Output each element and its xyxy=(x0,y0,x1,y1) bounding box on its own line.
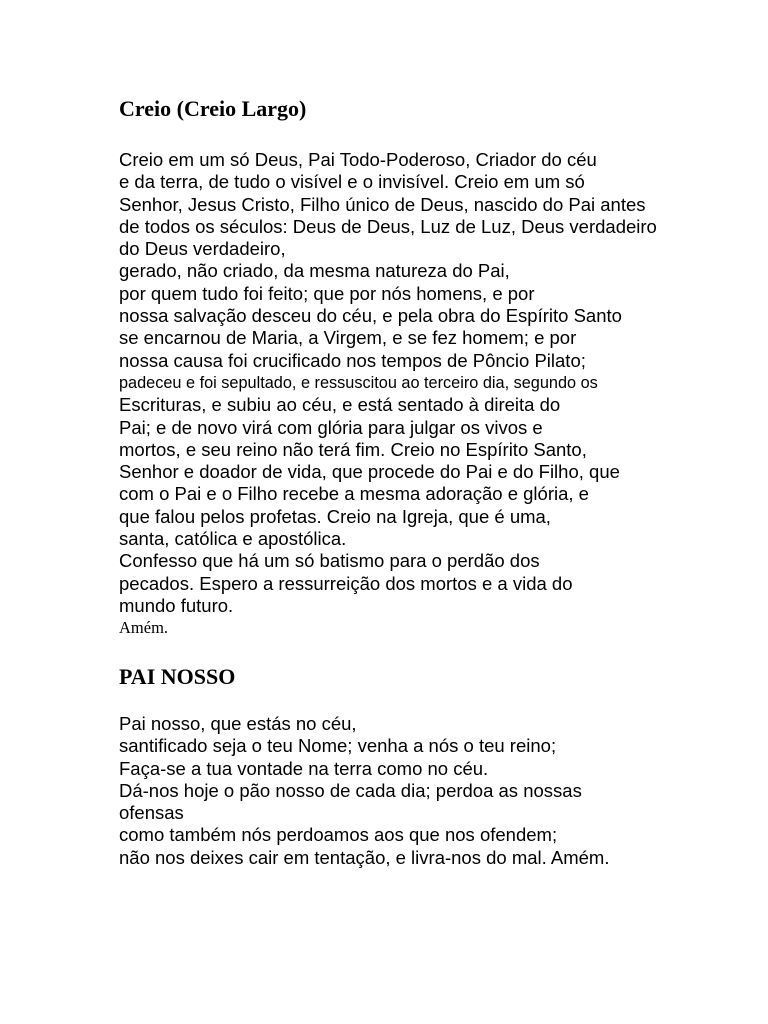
creio-line: padeceu e foi sepultado, e ressuscitou ao terceiro dia, segundo os xyxy=(119,373,598,392)
pai-nosso-line: santificado seja o teu Nome; venha a nós o teu reino; xyxy=(119,735,557,757)
creio-line: nossa salvação desceu do céu, e pela obra do Espírito Santo xyxy=(119,305,622,327)
creio-line: pecados. Espero a ressurreição dos mortos e a vida do xyxy=(119,572,573,594)
creio-line: nossa causa foi crucificado nos tempos de Pôncio Pilato; xyxy=(119,349,586,371)
pai-nosso-line: como também nós perdoamos aos que nos ofendem; xyxy=(119,824,558,846)
pai-nosso-line: Faça-se a tua vontade na terra como no céu. xyxy=(119,757,489,779)
creio-line: Senhor e doador de vida, que procede do Pai e do Filho, que xyxy=(119,461,620,483)
creio-line: com o Pai e o Filho recebe a mesma adoração e glória, e xyxy=(119,483,589,505)
pai-nosso-line: Pai nosso, que estás no céu, xyxy=(119,713,357,734)
pai-nosso-body xyxy=(119,713,610,869)
creio-line: santa, católica e apostólica. xyxy=(119,528,347,550)
creio-line: Senhor, Jesus Cristo, Filho único de Deus, nascido do Pai antes xyxy=(119,193,646,215)
creio-line: de todos os séculos: Deus de Deus, Luz de Luz, Deus verdadeiro xyxy=(119,215,657,237)
creio-line: Creio em um só Deus, Pai Todo-Poderoso, Criador do céu xyxy=(119,149,597,170)
creio-amen: Amém. xyxy=(119,618,169,638)
creio-line: gerado, não criado, da mesma natureza do Pai, xyxy=(119,260,510,282)
pai-nosso-line: ofensas xyxy=(119,802,184,824)
creio-line: mortos, e seu reino não terá fim. Creio no Espírito Santo, xyxy=(119,438,587,460)
creio-line: por quem tudo foi feito; que por nós homens, e por xyxy=(119,282,535,304)
creio-body xyxy=(119,149,657,640)
creio-line: se encarnou de Maria, a Virgem, e se fez homem; e por xyxy=(119,327,577,349)
pai-nosso-title: PAI NOSSO xyxy=(119,664,236,689)
creio-line: e da terra, de tudo o visível e o invisível. Creio em um só xyxy=(119,171,585,193)
pai-nosso-line: Dá-nos hoje o pão nosso de cada dia; perdoa as nossas xyxy=(119,779,582,801)
creio-line: Escrituras, e subiu ao céu, e está sentado à direita do xyxy=(119,394,561,416)
creio-title: Creio (Creio Largo) xyxy=(119,96,307,121)
creio-line: do Deus verdadeiro, xyxy=(119,238,286,260)
creio-line: que falou pelos profetas. Creio na Igreja, que é uma, xyxy=(119,505,551,527)
creio-line: mundo futuro. xyxy=(119,594,234,616)
creio-line: Pai; e de novo virá com glória para julgar os vivos e xyxy=(119,416,543,438)
pai-nosso-line: não nos deixes cair em tentação, e livra-nos do mal. Amém. xyxy=(119,846,610,868)
creio-line: Confesso que há um só batismo para o perdão dos xyxy=(119,550,540,572)
